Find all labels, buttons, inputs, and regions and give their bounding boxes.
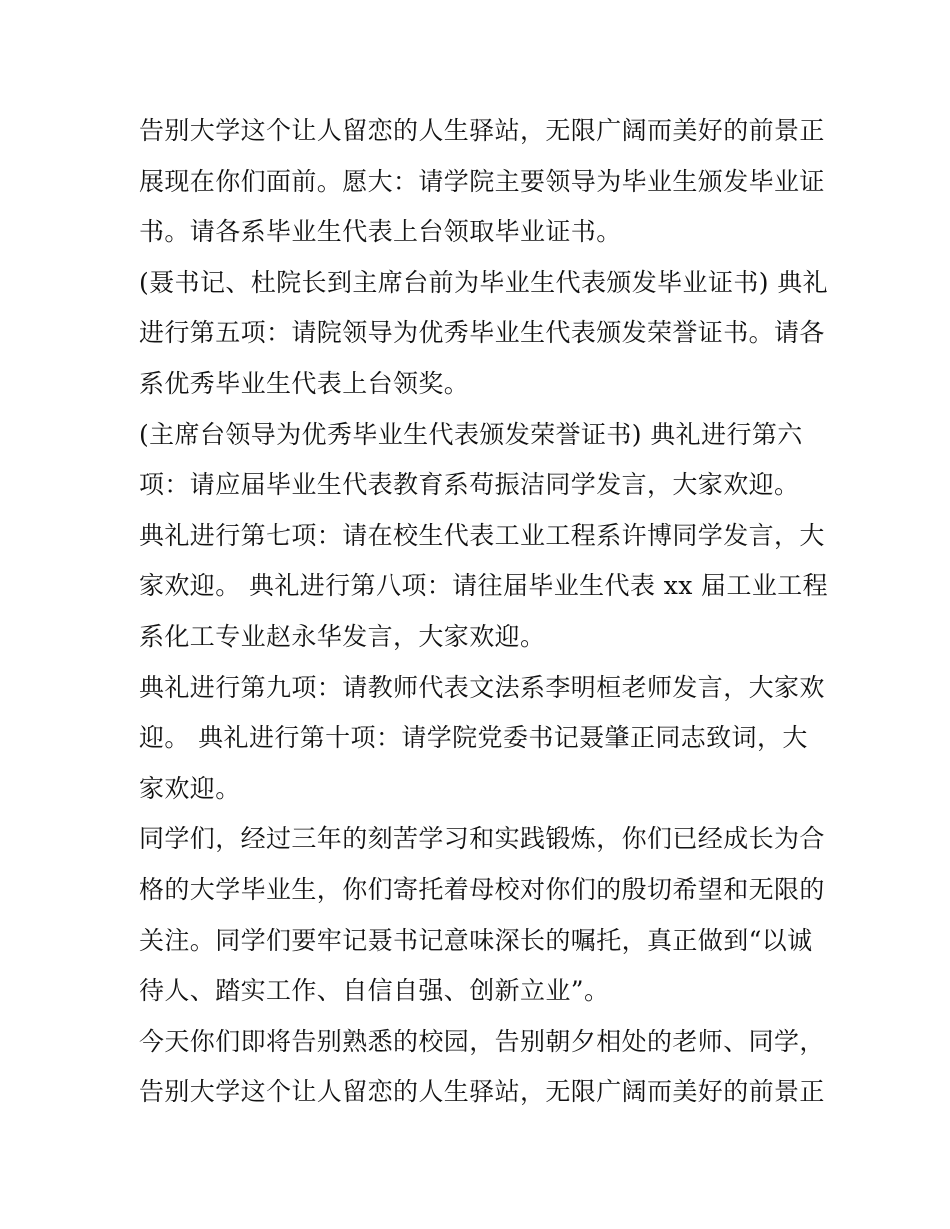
text-line: 格的大学毕业生，你们寄托着母校对你们的殷切希望和无限的 — [139, 874, 825, 904]
text-line: 关注。同学们要牢记聂书记意味深长的嘱托，真正做到“以诚 — [139, 925, 813, 955]
text-line: 家欢迎。 典礼进行第八项：请往届毕业生代表 xx 届工业工程 — [139, 571, 829, 601]
text-line: 系化工专业赵永华发言，大家欢迎。 — [139, 621, 546, 651]
text-line: 系优秀毕业生代表上台领奖。 — [139, 368, 470, 398]
text-line: 迎。 典礼进行第十项：请学院党委书记聂肇正同志致词，大 — [139, 723, 808, 753]
text-line: 典礼进行第七项：请在校生代表工业工程系许博同学发言，大 — [139, 520, 825, 550]
text-line: 典礼进行第九项：请教师代表文法系李明桓老师发言，大家欢 — [139, 672, 825, 702]
text-line: 告别大学这个让人留恋的人生驿站，无限广阔而美好的前景正 — [139, 116, 825, 145]
text-line: 同学们，经过三年的刻苦学习和实践锻炼，你们已经成长为合 — [139, 824, 825, 854]
text-line: 家欢迎。 — [139, 773, 241, 803]
text-line: 今天你们即将告别熟悉的校园，告别朝夕相处的老师、同学， — [139, 1026, 825, 1056]
text-line: 项：请应届毕业生代表教育系苟振洁同学发言，大家欢迎。 — [139, 470, 800, 500]
text-line: 告别大学这个让人留恋的人生驿站，无限广阔而美好的前景正 — [139, 1077, 825, 1107]
text-line: 待人、踏实工作、自信自强、创新立业”。 — [139, 976, 610, 1006]
text-line: 展现在你们面前。愿大：请学院主要领导为毕业生颁发毕业证 — [139, 166, 825, 196]
text-line: (聂书记、杜院长到主席台前为毕业生代表颁发毕业证书) 典礼 — [139, 267, 829, 297]
text-line: 书。请各系毕业生代表上台领取毕业证书。 — [139, 217, 622, 247]
text-line: 进行第五项：请院领导为优秀毕业生代表颁发荣誉证书。请各 — [139, 318, 825, 348]
document-body — [139, 106, 829, 1118]
text-line: (主席台领导为优秀毕业生代表颁发荣誉证书) 典礼进行第六 — [139, 419, 803, 449]
